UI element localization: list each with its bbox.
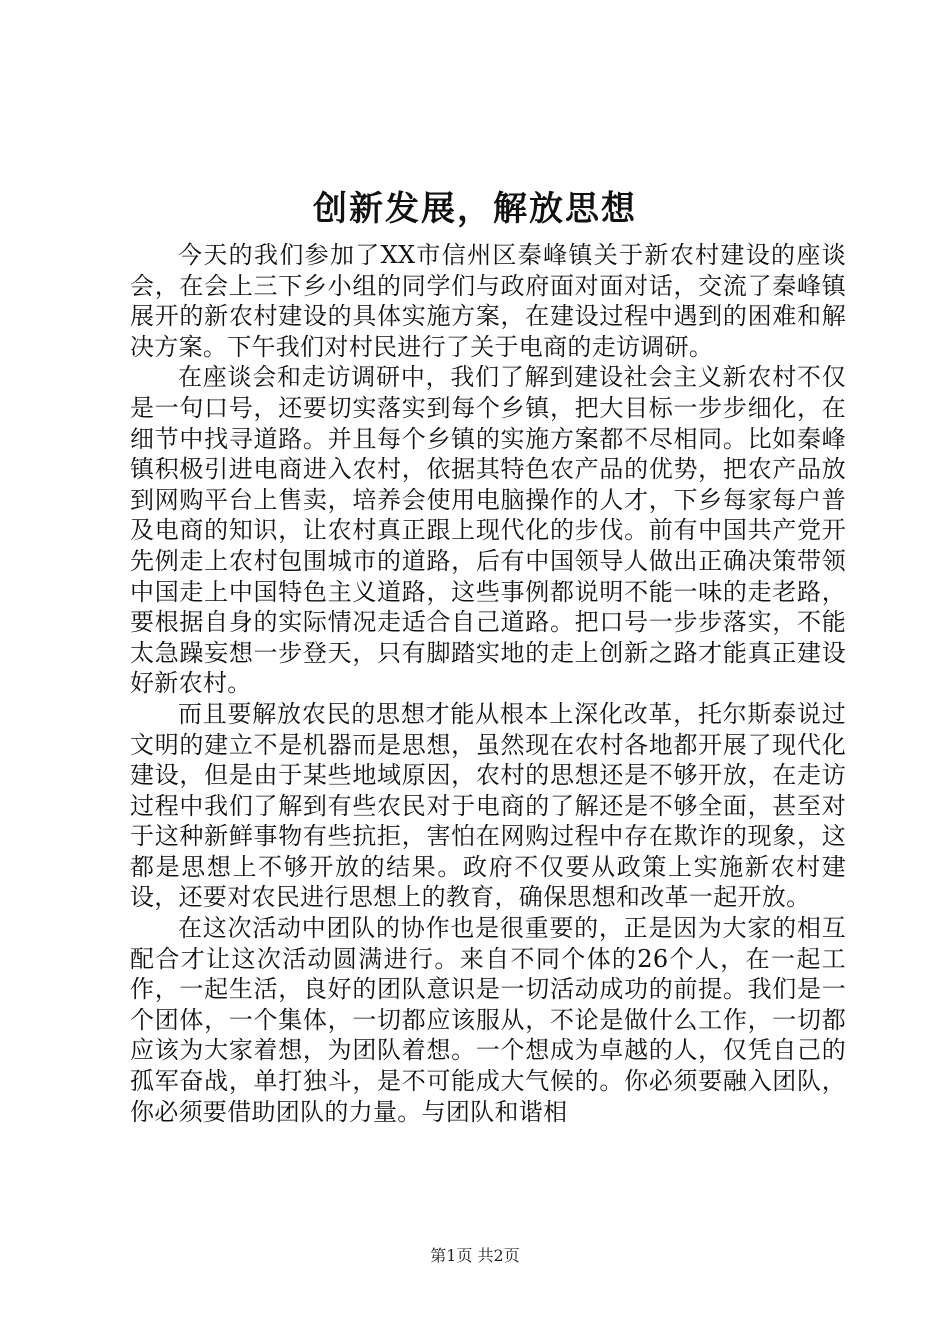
paragraph-3: 而且要解放农民的思想才能从根本上深化改革，托尔斯泰说过文明的建立不是机器而是思想，虽然现在农村各地都开展了现代化建设，但是由于某些地域原因，农村的思想还是不够开放，在走访过程中我们了解到有些农民对于电商的了解还是不够全面，甚至对于这种新鲜事物有些抗拒，害怕在网购过程中存在欺诈的现象，这都是思想上不够开放的结果。政府不仅要从政策上实施新农村建设，还要对农民进行思想上的教育，确保思想和改革一起开放。 [130, 699, 846, 912]
paragraph-4: 在这次活动中团队的协作也是很重要的，正是因为大家的相互配合才让这次活动圆满进行。来自不同个体的26个人，在一起工作，一起生活，良好的团队意识是一切活动成功的前提。我们是一个团体，一个集体，一切都应该服从，不论是做什么工作，一切都应该为大家着想，为团队着想。一个想成为卓越的人，仅凭自己的孤军奋战，单打独斗，是不可能成大气候的。你必须要融入团队，你必须要借助团队的力量。与团队和谐相 [130, 914, 846, 1126]
document-title: 创新发展，解放思想 [313, 189, 637, 229]
paragraph-2: 在座谈会和走访调研中，我们了解到建设社会主义新农村不仅是一句口号，还要切实落实到每个乡镇，把大目标一步步细化，在细节中找寻道路。并且每个乡镇的实施方案都不尽相同。比如秦峰镇积极引进电商进入农村，依据其特色农产品的优势，把农产品放到网购平台上售卖，培养会使用电脑操作的人才，下乡每家每户普及电商的知识，让农村真正跟上现代化的步伐。前有中国共产党开先例走上农村包围城市的道路，后有中国领导人做出正确决策带领中国走上中国特色主义道路，这些事例都说明不能一味的走老路，要根据自身的实际情况走适合自己道路。把口号一步步落实，不能太急躁妄想一步登天，只有脚踏实地的走上创新之路才能真正建设好新农村。 [130, 363, 846, 698]
page-number-footer: 第1页 共2页 [430, 1246, 520, 1265]
document-body [130, 240, 846, 1127]
paragraph-1: 今天的我们参加了XX市信州区秦峰镇关于新农村建设的座谈会，在会上三下乡小组的同学们与政府面对面对话，交流了秦峰镇展开的新农村建设的具体实施方案，在建设过程中遇到的困难和解决方案。下午我们对村民进行了关于电商的走访调研。 [130, 241, 846, 361]
